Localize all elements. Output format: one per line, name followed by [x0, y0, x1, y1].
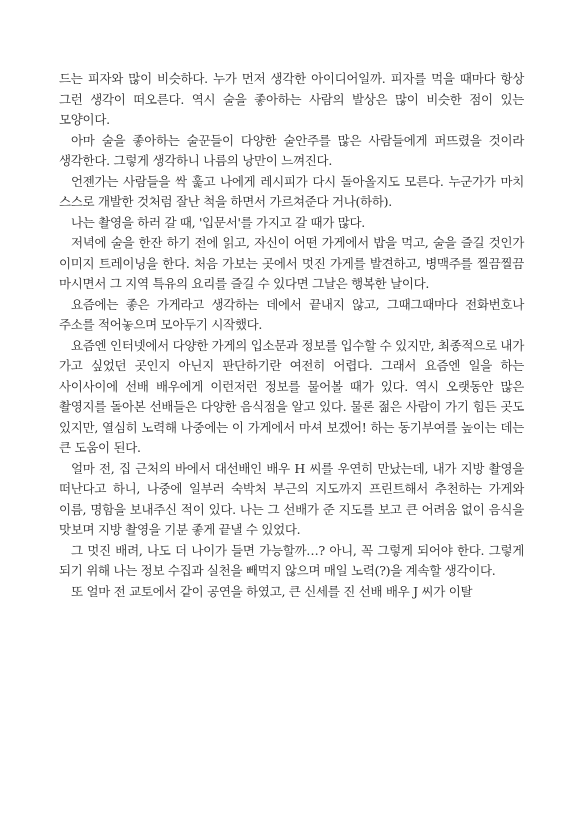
paragraph: 요즘엔 인터넷에서 다양한 가게의 입소문과 정보를 입수할 수 있지만, 최종적으로 내가 가고 싶었던 곳인지 아닌지 판단하기란 여전히 어렵다. 그래서 요즘엔 일을 하는 사이사이에 선배 배우에게 이런저런 정보를 물어볼 때가 있다. 역시 오랫동안 많은 촬영지를 돌아본 선배들은 다양한 음식점을 알고 있다. 물론 젊은 사람이 가기 힘든 곳도 있지만, 열심히 노력해 나중에는 이 가게에서 마셔 보겠어! 하는 동기부여를 높이는 데는 큰 도움이 된다.	[59, 337, 524, 455]
paragraph: 드는 피자와 많이 비슷하다. 누가 먼저 생각한 아이디어일까. 피자를 먹을 때마다 항상 그런 생각이 떠오른다. 역시 술을 좋아하는 사람의 발상은 많이 비슷한 점이 있는 모양이다.	[59, 71, 524, 127]
paragraph: 또 얼마 전 교토에서 같이 공연을 하였고, 큰 신세를 진 선배 배우 J 씨가 이탈	[71, 583, 473, 599]
paragraph: 언젠가는 사람들을 싹 훑고 나에게 레시피가 다시 돌아올지도 모른다. 누군가가 마치 스스로 개발한 것처럼 잘난 척을 하면서 가르쳐준다 거나(하하).	[59, 173, 524, 209]
paragraph: 그 멋진 배려, 나도 더 나이가 들면 가능할까…? 아니, 꼭 그렇게 되어야 한다. 그렇게 되기 위해 나는 정보 수집과 실천을 빼먹지 않으며 매일 노력(?)을 계속할 생각이다.	[59, 542, 524, 578]
paragraph: 아마 술을 좋아하는 술꾼들이 다양한 술안주를 많은 사람들에게 퍼뜨렸을 것이라 생각한다. 그렇게 생각하니 나름의 낭만이 느껴진다.	[59, 132, 524, 168]
paragraph: 저녁에 술을 한잔 하기 전에 읽고, 자신이 어떤 가게에서 밥을 먹고, 술을 즐길 것인가 이미지 트레이닝을 한다. 처음 가보는 곳에서 멋진 가게를 발견하고, 병맥주를 찔끔찔끔 마시면서 그 지역 특유의 요리를 즐길 수 있다면 그날은 행복한 날이다.	[59, 235, 524, 291]
paragraph: 얼마 전, 집 근처의 바에서 대선배인 배우 H 씨를 우연히 만났는데, 내가 지방 촬영을 떠난다고 하니, 나중에 일부러 숙박처 부근의 지도까지 프린트해서 추천하는 가게와 이름, 명함을 보내주신 적이 있다. 나는 그 선배가 준 지도를 보고 큰 어려움 없이 음식을 맛보며 지방 촬영을 기분 좋게 끝낼 수 있었다.	[59, 460, 524, 537]
paragraph: 나는 촬영을 하러 갈 때, '입문서'를 가지고 갈 때가 많다.	[71, 214, 365, 230]
paragraph: 요즘에는 좋은 가게라고 생각하는 데에서 끝내지 않고, 그때그때마다 전화번호나 주소를 적어놓으며 모아두기 시작했다.	[59, 296, 524, 332]
